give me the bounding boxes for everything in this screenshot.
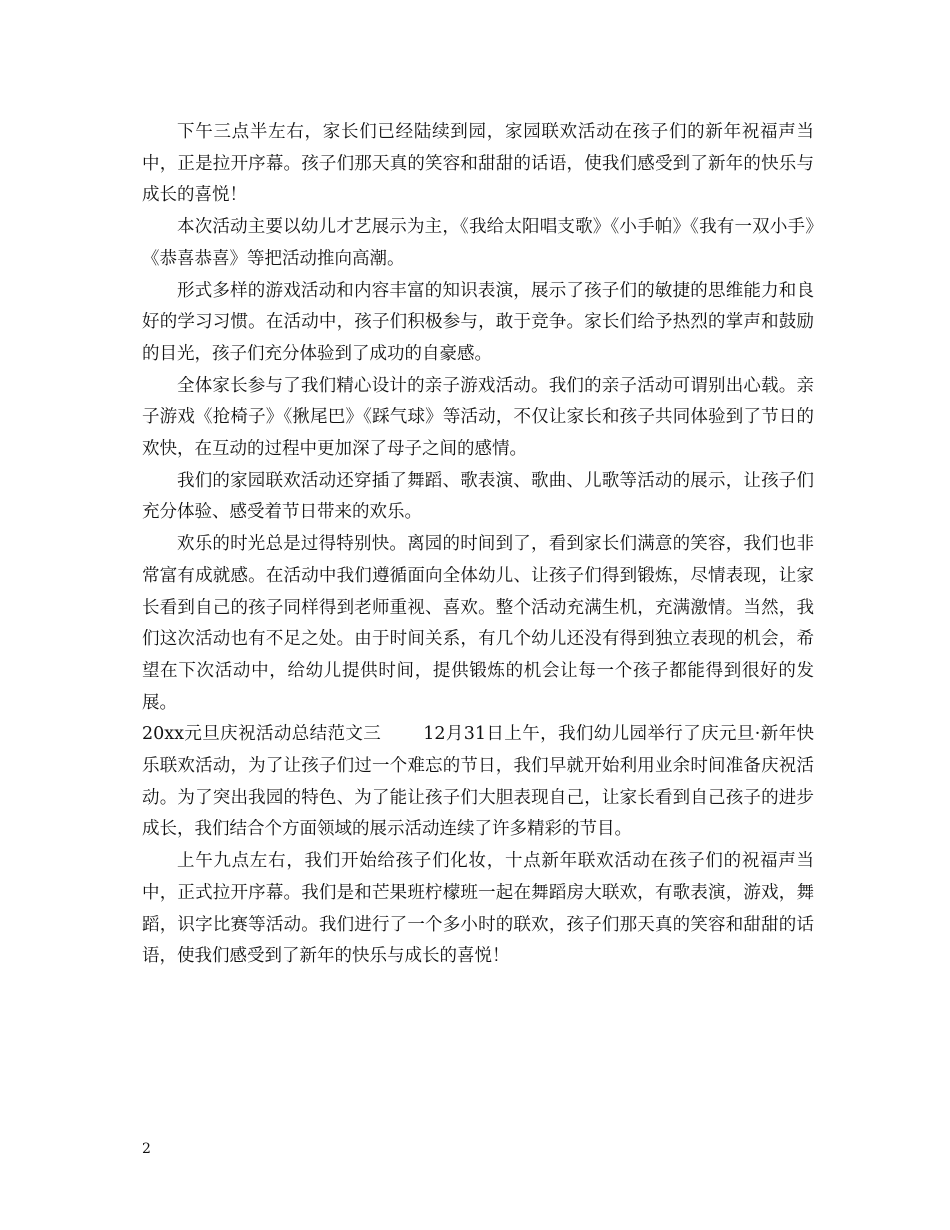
paragraph-2: 本次活动主要以幼儿才艺展示为主，《我给太阳唱支歌》《小手帕》《我有一双小手》《恭喜恭喜》等把活动推向高潮。 [142, 217, 814, 269]
document-body [142, 117, 814, 973]
section-body: 12月31日上午，我们幼儿园举行了庆元旦·新年快乐联欢活动，为了让孩子们过一个难忘的节日，我们早就开始利用业余时间准备庆祝活动。为了突出我园的特色、为了能让孩子们大胆表现自己，让家长看到自己孩子的进步成长，我们结合个方面领域的展示活动连续了许多精彩的节目。 [142, 724, 814, 840]
section-title: 20xx元旦庆祝活动总结范文三 [142, 724, 382, 745]
paragraph-4: 全体家长参与了我们精心设计的亲子游戏活动。我们的亲子活动可谓别出心载。亲子游戏《抢椅子》《揪尾巴》《踩气球》等活动，不仅让家长和孩子共同体验到了节日的欢快，在互动的过程中更加深了母子之间的感情。 [142, 375, 814, 460]
paragraph-3: 形式多样的游戏活动和内容丰富的知识表演，展示了孩子们的敏捷的思维能力和良好的学习习惯。在活动中，孩子们积极参与，敢于竞争。家长们给予热烈的掌声和鼓励的目光，孩子们充分体验到了成功的自豪感。 [142, 280, 814, 364]
section-paragraph [142, 719, 814, 846]
paragraph-final: 上午九点左右，我们开始给孩子们化妆，十点新年联欢活动在孩子们的祝福声当中，正式拉开序幕。我们是和芒果班柠檬班一起在舞蹈房大联欢，有歌表演，游戏，舞蹈，识字比赛等活动。我们进行了一个多小时的联欢，孩子们那天真的笑容和甜甜的话语，使我们感受到了新年的快乐与成长的喜悦！ [142, 851, 814, 967]
paragraph-1: 下午三点半左右，家长们已经陆续到园，家园联欢活动在孩子们的新年祝福声当中，正是拉开序幕。孩子们那天真的笑容和甜甜的话语，使我们感受到了新年的快乐与成长的喜悦！ [142, 122, 814, 206]
page-number: 2 [142, 1141, 151, 1157]
paragraph-5: 我们的家园联欢活动还穿插了舞蹈、歌表演、歌曲、儿歌等活动的展示，让孩子们充分体验、感受着节日带来的欢乐。 [142, 470, 814, 523]
paragraph-6: 欢乐的时光总是过得特别快。离园的时间到了，看到家长们满意的笑容，我们也非常富有成就感。在活动中我们遵循面向全体幼儿、让孩子们得到锻炼，尽情表现，让家长看到自己的孩子同样得到老师重视、喜欢。整个活动充满生机，充满激情。当然，我们这次活动也有不足之处。由于时间关系，有几个幼儿还没有得到独立表现的机会，希望在下次活动中，给幼儿提供时间，提供锻炼的机会让每一个孩子都能得到很好的发展。 [142, 534, 814, 713]
